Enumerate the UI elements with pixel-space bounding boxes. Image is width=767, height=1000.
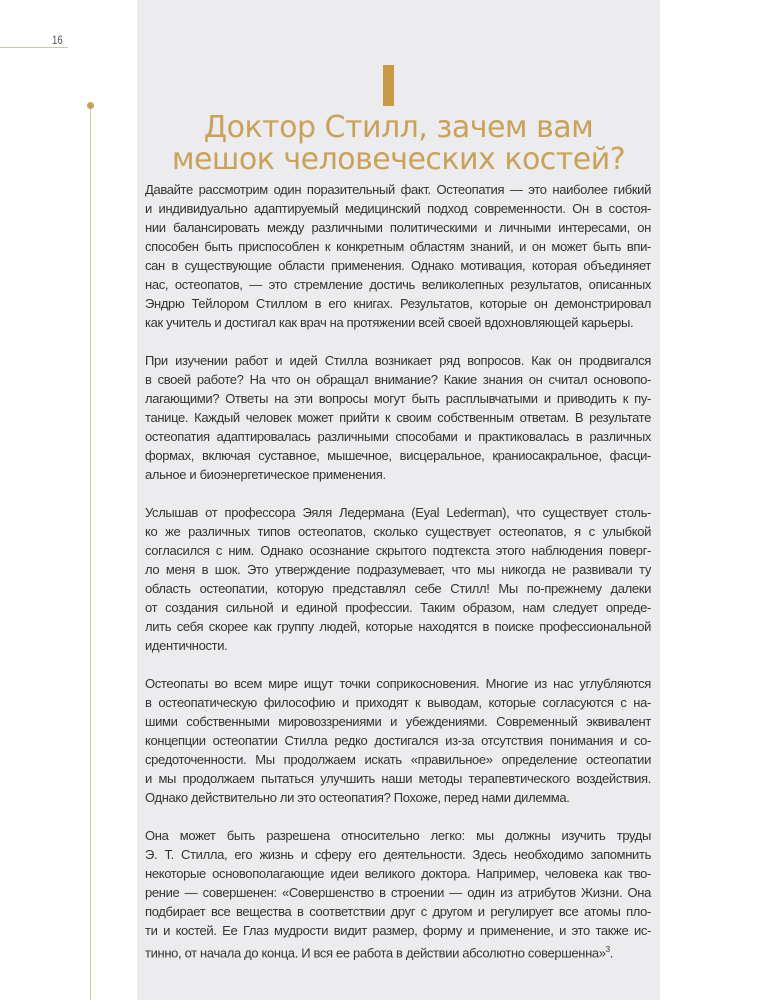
body-text bbox=[145, 180, 651, 978]
text-line bbox=[145, 389, 651, 408]
text-line bbox=[145, 826, 651, 845]
text-line bbox=[145, 275, 651, 294]
text-line bbox=[145, 237, 651, 256]
text-line bbox=[145, 750, 651, 769]
text-line-content: Э. Т. Стилла, его жизнь и сферу его деятельности. Здесь необходимо запомнить bbox=[145, 847, 651, 862]
text-line-content: концепции остеопатии Стилла редко достигался из-за отсутствия понимания и со- bbox=[145, 733, 651, 748]
text-line-content: ло меня в шок. Это утверждение подразумевает, что мы никогда не развивали ту bbox=[145, 562, 651, 577]
text-line-content: область остеопатии, которую представлял себе Стилл! Мы по-прежнему далеки bbox=[145, 581, 651, 596]
text-line-content: способен быть приспособлен к конкретным областям знаний, и он может быть впи- bbox=[145, 239, 651, 254]
text-line-content: нии балансировать между различными политическими и личными интересами, он bbox=[145, 220, 651, 235]
chapter-title-line: мешок человеческих костей? bbox=[171, 142, 626, 177]
text-line-content: подбирает все вещества в соответствии друг с другом и регулирует все атомы пло- bbox=[145, 904, 651, 919]
footnote-reference[interactable]: 3 bbox=[605, 945, 610, 954]
text-line bbox=[145, 199, 651, 218]
text-line bbox=[145, 769, 651, 788]
text-line bbox=[145, 921, 651, 940]
text-line bbox=[145, 351, 651, 370]
text-line-content: в остеопатическую философию и приходят к выводам, которые согласуются с на- bbox=[145, 695, 651, 710]
text-line-content: танице. Каждый человек может прийти к своим собственным ответам. В результате bbox=[145, 410, 651, 425]
text-line bbox=[145, 845, 651, 864]
text-line bbox=[145, 408, 651, 427]
page-number-rule bbox=[0, 47, 68, 48]
text-line-content: шими собственными мировоззрениями и убеждениями. Современный эквивалент bbox=[145, 714, 651, 729]
text-line-content: рение — совершенен: «Совершенство в строении — один из атрибутов Жизни. Она bbox=[145, 885, 651, 900]
text-line bbox=[145, 579, 651, 598]
text-line bbox=[145, 522, 651, 541]
text-line-content: ти и костей. Ее Глаз мудрости видит размер, форму и применение, и это также ис- bbox=[145, 923, 651, 938]
paragraph bbox=[145, 351, 651, 484]
text-line-content: Однако действительно ли это остеопатия? Похоже, перед нами дилемма. bbox=[145, 790, 570, 805]
paragraph bbox=[145, 503, 651, 655]
text-line bbox=[145, 256, 651, 275]
text-line-content: как учитель и достигал как врач на протяжении всей своей вдохновляющей карьеры. bbox=[145, 315, 634, 330]
text-line-content: согласился с ним. Однако осознание скрытого подтекста этого наблюдения поверг- bbox=[145, 543, 651, 558]
text-line-content: Она может быть разрешена относительно легко: мы должны изучить труды bbox=[145, 828, 651, 843]
paragraph bbox=[145, 674, 651, 807]
text-line-content: нас, остеопатов, — это стремление достичь великолепных результатов, описанных bbox=[145, 277, 651, 292]
text-line-content: альное и биоэнергетическое применения. bbox=[145, 467, 386, 482]
text-line bbox=[145, 218, 651, 237]
text-line-content: Остеопаты во всем мире ищут точки соприкосновения. Многие из нас углубляются bbox=[145, 676, 651, 691]
text-line-content: тинно, от начала до конца. И вся ее работа в действии абсолютно совершенна» bbox=[145, 945, 606, 961]
text-line bbox=[145, 560, 651, 579]
text-line bbox=[145, 427, 651, 446]
text-line-content: в своей работе? На что он обращал внимание? Какие знания он считал основопо- bbox=[145, 372, 651, 387]
text-line bbox=[145, 674, 651, 693]
text-line bbox=[145, 731, 651, 750]
text-line bbox=[145, 180, 651, 199]
text-line bbox=[145, 940, 651, 959]
text-line-content: сан в существующие области применения. Однако мотивация, которая объединяет bbox=[145, 258, 651, 273]
text-line bbox=[145, 883, 651, 902]
text-line-content: некоторые основополагающие идеи великого доктора. Например, человека как тво- bbox=[145, 866, 651, 881]
text-line bbox=[145, 636, 651, 655]
text-line bbox=[145, 617, 651, 636]
text-line-content: и индивидуально адаптируемый медицинский подход современности. Он в состоя- bbox=[145, 201, 651, 216]
text-line-content: от создания сильной и единой профессии. Таким образом, нам следует опреде- bbox=[145, 600, 651, 615]
text-line-content: остеопатия адаптировалась различными способами и практиковалась в различных bbox=[145, 429, 651, 444]
text-line-content: и мы продолжаем пытаться улучшить наши методы терапевтического воздействия. bbox=[145, 771, 651, 786]
text-line-content: Давайте рассмотрим один поразительный факт. Остеопатия — это наиболее гибкий bbox=[145, 182, 651, 197]
margin-dot bbox=[87, 102, 94, 109]
text-line-content: Услышав от профессора Эяля Ледермана (Eyal Lederman), что существует столь- bbox=[145, 505, 651, 520]
text-line-content: идентичности. bbox=[145, 638, 228, 653]
text-line bbox=[145, 465, 651, 484]
text-line-content: средоточенности. Мы продолжаем искать «правильное» определение остеопатии bbox=[145, 752, 651, 767]
sentence-period: . bbox=[609, 945, 614, 961]
text-line-content: лить себя скорее как группу людей, которые находятся в поиске профессиональной bbox=[145, 619, 651, 634]
text-line-content: Эндрю Тейлором Стиллом в его книгах. Результатов, которые он демонстрировал bbox=[145, 296, 651, 311]
chapter-marker-bar bbox=[383, 65, 394, 106]
margin-vertical-line bbox=[90, 106, 91, 1000]
text-line bbox=[145, 313, 651, 332]
text-line bbox=[145, 294, 651, 313]
text-line bbox=[145, 788, 651, 807]
text-line-content: лагающими? Ответы на эти вопросы могут быть расплывчатыми и приводить к пу- bbox=[145, 391, 651, 406]
chapter-title bbox=[137, 112, 660, 176]
paragraph bbox=[145, 826, 651, 959]
text-line bbox=[145, 902, 651, 921]
text-line-content: формах, включая суставное, мышечное, висцеральное, краниосакральное, фасци- bbox=[145, 448, 651, 463]
text-line bbox=[145, 864, 651, 883]
text-line bbox=[145, 446, 651, 465]
paragraph bbox=[145, 180, 651, 332]
page-number: 16 bbox=[52, 33, 63, 47]
chapter-title-line: Доктор Стилл, зачем вам bbox=[203, 110, 594, 145]
text-line-content: ко же различных типов остеопатов, сколько существует остеопатов, я с улыбкой bbox=[145, 524, 651, 539]
text-line bbox=[145, 541, 651, 560]
text-line bbox=[145, 712, 651, 731]
text-line-content: При изучении работ и идей Стилла возникает ряд вопросов. Как он продвигался bbox=[145, 353, 651, 368]
text-line bbox=[145, 598, 651, 617]
text-line bbox=[145, 370, 651, 389]
text-line bbox=[145, 503, 651, 522]
text-line bbox=[145, 693, 651, 712]
